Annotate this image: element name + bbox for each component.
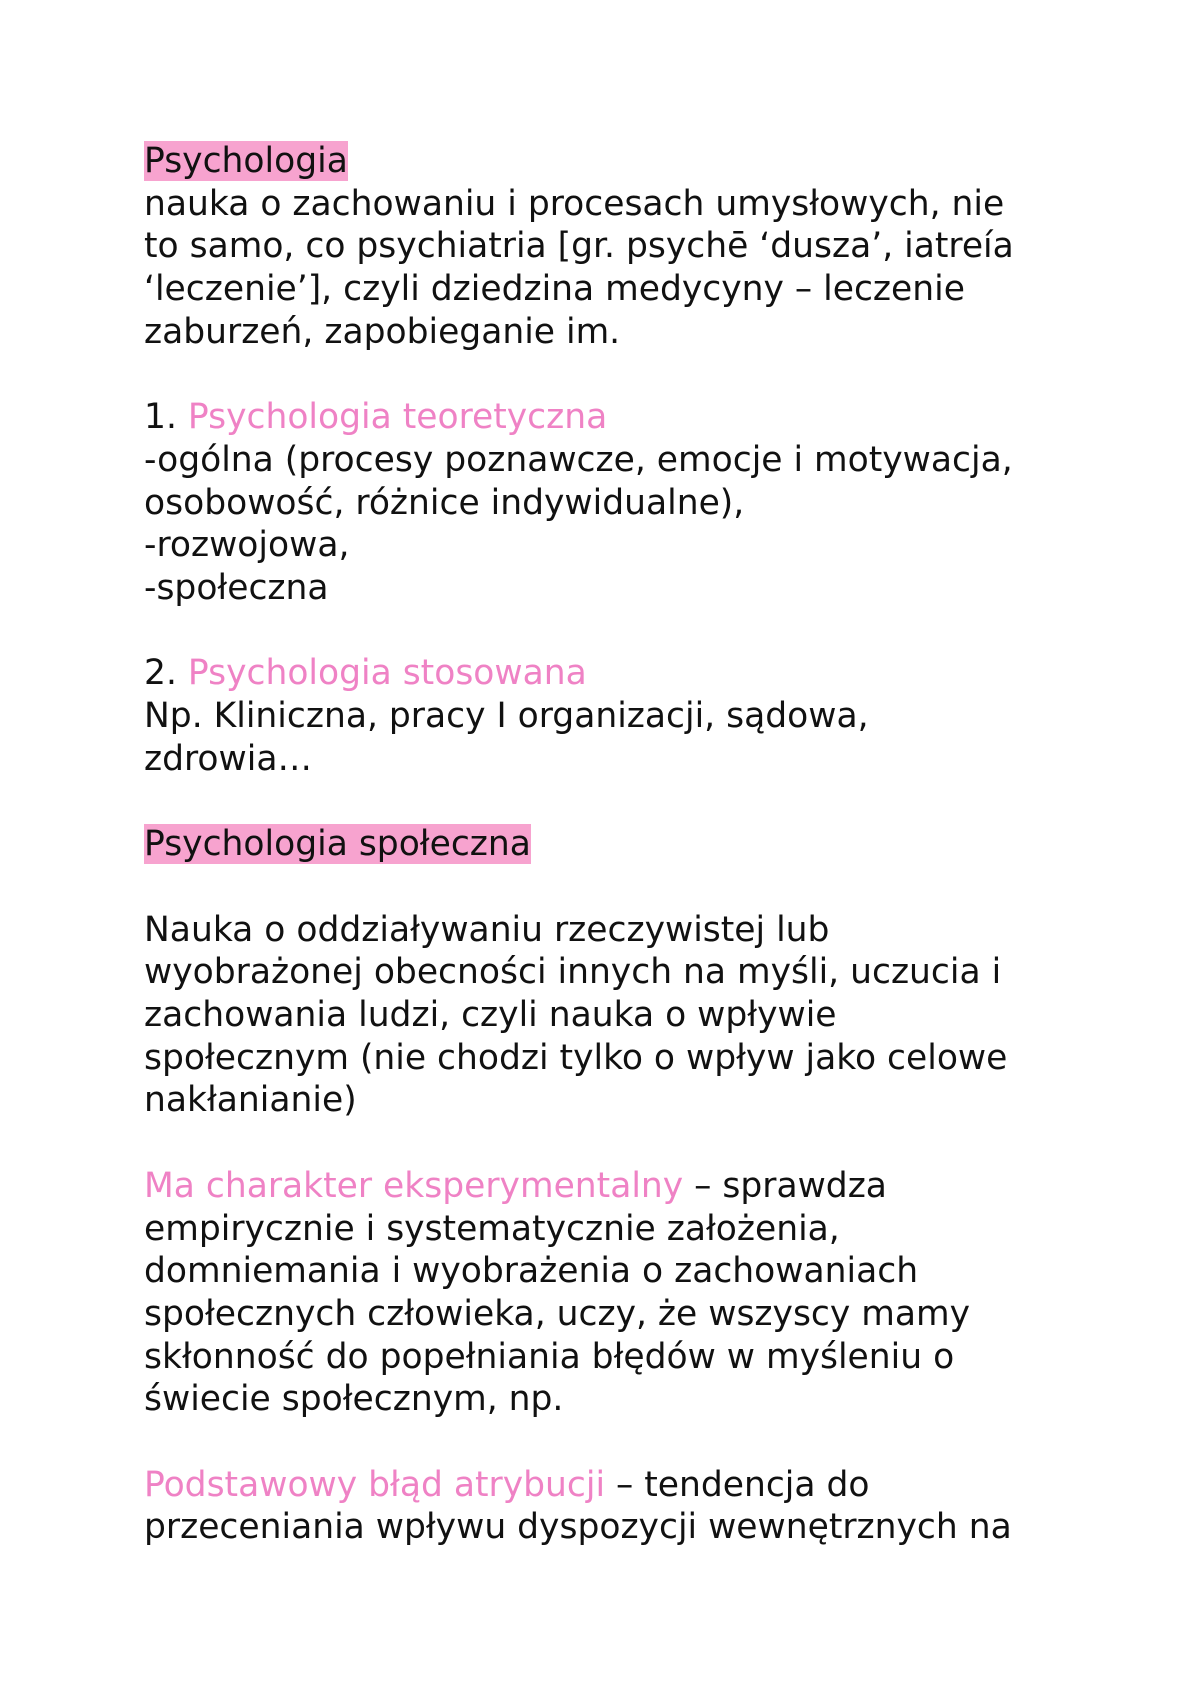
definition-line: zaburzeń, zapobieganie im. bbox=[144, 311, 621, 352]
paragraph-line: świecie społecznym, np. bbox=[144, 1379, 564, 1420]
spacer bbox=[144, 610, 1084, 653]
definition-line: Nauka o oddziaływaniu rzeczywistej lub bbox=[144, 909, 830, 950]
heading-highlight: Psychologia bbox=[144, 141, 348, 181]
paragraph-line: społecznych człowieka, uczy, że wszyscy mamy bbox=[144, 1293, 971, 1334]
term-attribution-error: Podstawowy błąd atrybucji bbox=[144, 1464, 606, 1505]
list-item-number: 2. bbox=[144, 653, 188, 694]
spacer bbox=[144, 781, 1084, 824]
paragraph-line: skłonność do popełniania błędów w myśleniu o bbox=[144, 1336, 955, 1377]
definition-line: wyobrażonej obecności innych na myśli, uczucia i bbox=[144, 952, 1002, 993]
list-item-line: -rozwojowa, bbox=[144, 525, 350, 566]
list-item-line: zdrowia… bbox=[144, 738, 312, 779]
term-line bbox=[144, 1165, 1084, 1208]
list-item-heading bbox=[144, 396, 1084, 439]
list-item-line: -społeczna bbox=[144, 568, 329, 609]
term-line bbox=[144, 1464, 1084, 1507]
definition-line: ‘leczenie’], czyli dziedzina medycyny – leczenie bbox=[144, 269, 965, 310]
paragraph-line: domniemania i wyobrażenia o zachowaniach bbox=[144, 1251, 919, 1292]
definition-line: społecznym (nie chodzi tylko o wpływ jako celowe bbox=[144, 1037, 1008, 1078]
list-item-line: -ogólna (procesy poznawcze, emocje i motywacja, bbox=[144, 439, 1013, 480]
list-item-title: Psychologia teoretyczna bbox=[187, 397, 608, 438]
list-item-title: Psychologia stosowana bbox=[187, 653, 587, 694]
document-page bbox=[144, 140, 1084, 1549]
term-explanation: – tendencja do bbox=[605, 1464, 870, 1505]
section-heading-psychologia-spoleczna bbox=[144, 823, 1084, 866]
definition-line: zachowania ludzi, czyli nauka o wpływie bbox=[144, 995, 837, 1035]
paragraph-line: empirycznie i systematycznie założenia, bbox=[144, 1208, 840, 1249]
section-heading-psychologia bbox=[144, 140, 1084, 183]
definition-line: nauka o zachowaniu i procesach umysłowych, nie bbox=[144, 183, 1005, 224]
spacer bbox=[144, 1122, 1084, 1165]
term-explanation: – sprawdza bbox=[683, 1165, 887, 1206]
heading-highlight: Psychologia społeczna bbox=[144, 824, 531, 865]
list-item-line: osobowość, różnice indywidualne), bbox=[144, 482, 745, 523]
list-item-number: 1. bbox=[144, 397, 188, 438]
definition-line: nakłanianie) bbox=[144, 1080, 357, 1121]
definition-line: to samo, co psychiatria [gr. psychē ‘dusza’, iatreía bbox=[144, 226, 1014, 267]
list-item-heading bbox=[144, 652, 1084, 695]
spacer bbox=[144, 354, 1084, 397]
spacer bbox=[144, 866, 1084, 909]
list-item-line: Np. Kliniczna, pracy I organizacji, sądowa, bbox=[144, 696, 869, 737]
spacer bbox=[144, 1421, 1084, 1464]
term-experimental: Ma charakter eksperymentalny bbox=[144, 1165, 684, 1206]
paragraph-line: przeceniania wpływu dyspozycji wewnętrznych na bbox=[144, 1507, 1012, 1548]
